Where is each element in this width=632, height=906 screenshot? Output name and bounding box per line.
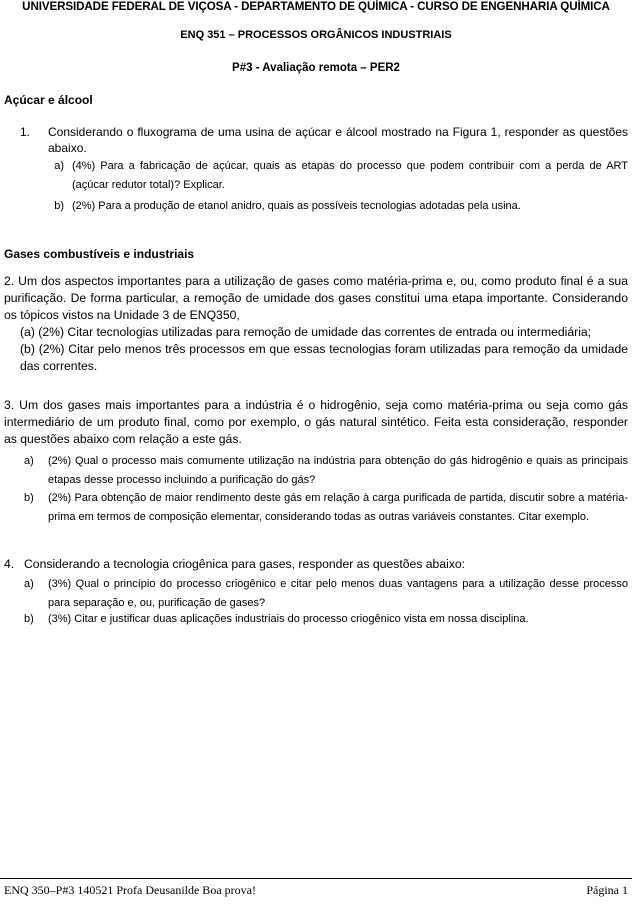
question-4-text: Considerando a tecnologia criogênica para gases, responder as questões abaixo: — [24, 557, 466, 571]
question-1a-label: a) — [54, 160, 64, 172]
question-3 — [4, 397, 628, 448]
question-3b-label: b) — [24, 492, 34, 504]
question-2-text: Um dos aspectos importantes para a utilização de gases como matéria-prima e, ou, como produto final é a sua purificação. De forma particular, a remoção de umidade dos gases constitui uma etapa importante. Considerando os tópicos vistos na Unidade 3 de ENQ350, — [4, 274, 628, 322]
question-3b — [4, 489, 628, 527]
section-title-gases: Gases combustíveis e industriais — [4, 247, 195, 261]
question-1-text: Considerando o fluxograma de uma usina de açúcar e álcool mostrado na Figura 1, responder as questões abaixo. — [48, 125, 628, 155]
footer-divider — [0, 878, 632, 879]
question-1b-label: b) — [54, 200, 64, 212]
section-title-sugar-alcohol: Açúcar e álcool — [4, 93, 93, 107]
question-3a-text: (2%) Qual o processo mais comumente utilização na indústria para obtenção do gás hidrogênio e quais as principais etapas desse processo incluindo a purificação do gás? — [48, 455, 628, 486]
question-1b-text: (2%) Para a produção de etanol anidro, quais as possíveis tecnologias adotadas pela usina. — [72, 200, 521, 212]
question-3-body — [4, 397, 628, 448]
question-2-body — [4, 273, 628, 324]
question-1a — [4, 157, 628, 195]
question-1 — [4, 124, 628, 156]
assessment-title: P#3 - Avaliação remota – PER2 — [232, 62, 400, 74]
question-1-number: 1. — [20, 125, 31, 139]
question-3b-text: (2%) Para obtenção de maior rendimento deste gás em relação à carga purificada de partida, discutir sobre a matéria-prima em termos de composição elementar, considerando todas as outras variáveis constantes. Citar exemplo. — [48, 492, 628, 523]
question-4b-label: b) — [24, 613, 34, 625]
question-4b-text: (3%) Citar e justificar duas aplicações industriais do processo criogênico vista em nossa disciplina. — [48, 613, 529, 625]
question-4a-text: (3%) Qual o princípio do processo criogênico e citar pelo menos duas vantagens para a utilização desse processo para separação e, ou, purificação de gases? — [48, 578, 628, 609]
question-2a-text: (a) (2%) Citar tecnologias utilizadas para remoção de umidade das correntes de entrada ou intermediária; — [20, 325, 592, 339]
question-3-text: Um dos gases mais importantes para a indústria é o hidrogênio, seja como matéria-prima ou seja como gás intermediário de um produto final, como por exemplo, o gás natural sintético. Feita esta consideração, responder as questões abaixo com relação a este gás. — [4, 398, 628, 446]
question-3a-label: a) — [24, 455, 34, 467]
question-1b — [4, 197, 628, 216]
question-4-number: 4. — [4, 557, 15, 571]
footer-left-text: ENQ 350–P#3 140521 Profa Deusanilde Boa prova! — [4, 883, 256, 897]
question-3a — [4, 452, 628, 490]
question-2 — [4, 273, 628, 375]
question-4 — [4, 556, 628, 573]
question-4a — [4, 575, 628, 613]
question-2b-text: (b) (2%) Citar pelo menos três processos em que essas tecnologias foram utilizadas para remoção da umidade das correntes. — [20, 342, 628, 373]
question-4a-label: a) — [24, 578, 34, 590]
question-2-number: 2. — [4, 274, 15, 288]
university-header: UNIVERSIDADE FEDERAL DE VIÇOSA - DEPARTAMENTO DE QUÍMICA - CURSO DE ENGENHARIA QUÍMICA — [22, 0, 610, 13]
page-number: Página 1 — [586, 883, 628, 897]
question-4b — [4, 610, 628, 629]
course-title: ENQ 351 – PROCESSOS ORGÂNICOS INDUSTRIAIS — [180, 29, 452, 41]
question-1a-text: (4%) Para a fabricação de açúcar, quais as etapas do processo que podem contribuir com a perda de ART (açúcar redutor total)? Explicar. — [72, 160, 628, 191]
question-3-number: 3. — [4, 398, 15, 412]
